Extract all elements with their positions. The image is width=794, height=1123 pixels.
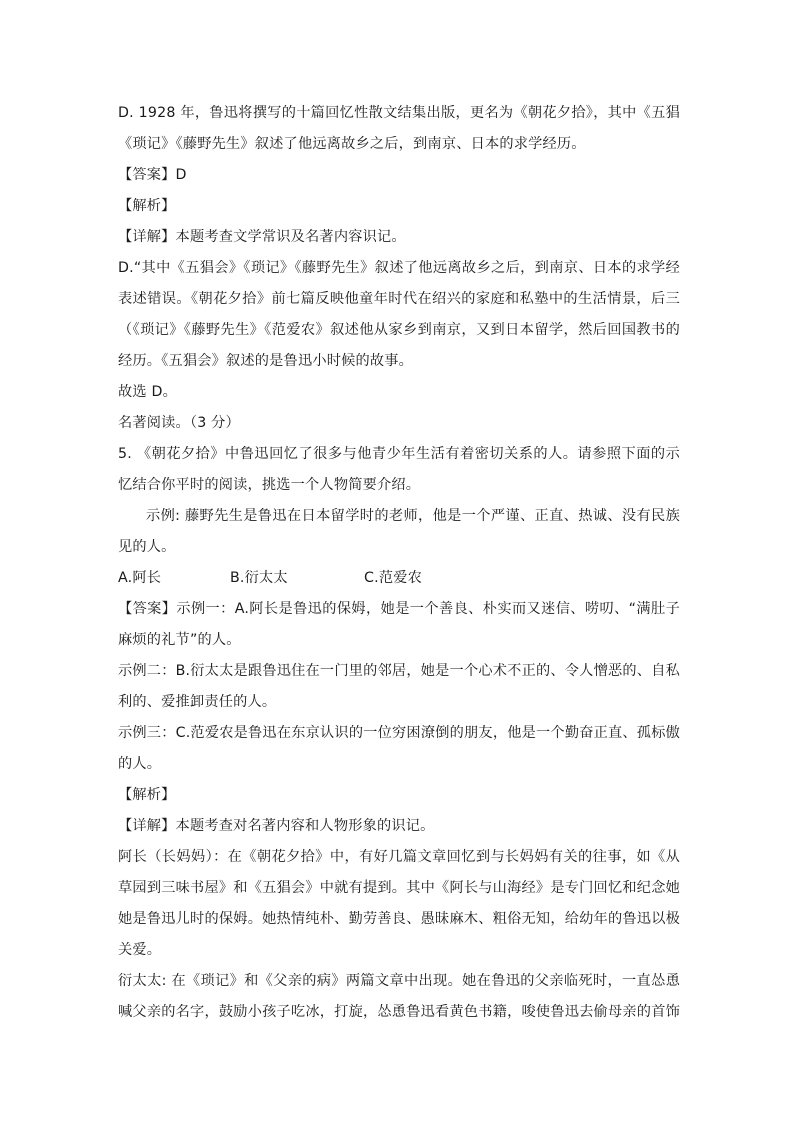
example-line: 示例: 藤野先生是鲁迅在日本留学时的老师，他是一个严谨、正直、热诚、没有民族 <box>146 508 680 524</box>
answer-label: 【答案】D <box>118 167 187 183</box>
document-body <box>118 98 680 1028</box>
text-line: 表述错误。《朝花夕拾》前七篇反映他童年时代在绍兴的家庭和私塾中的生活情景，后三 <box>118 291 680 307</box>
text-line: 【详解】本题考查对名著内容和人物形象的识记。 <box>118 818 435 834</box>
text-line: 阿长（长妈妈）：在《朝花夕拾》中，有好几篇文章回忆到与长妈妈有关的往事，如《从 <box>118 849 680 865</box>
text-line: （《琐记》《藤野先生》《范爱农》叙述他从家乡到南京，又到日本留学，然后回国教书的 <box>118 322 680 338</box>
section-heading: 名著阅读。（3 分） <box>118 415 240 431</box>
answer-line: 【答案】示例一：A.阿长是鲁迅的保姆，她是一个善良、朴实而又迷信、唠叨、“满肚子 <box>118 601 680 617</box>
text-line: D. 1928 年，鲁迅将撰写的十篇回忆性散文结集出版，更名为《朝花夕拾》，其中《五猖 <box>118 105 680 121</box>
options-row <box>118 563 680 594</box>
answer-line: 利的、爱推卸责任的人。 <box>118 694 277 710</box>
text-line: 衍太太: 在《琐记》和《父亲的病》两篇文章中出现。她在鲁迅的父亲临死时，一直怂恿 <box>118 973 680 989</box>
text-line: 经历。《五猖会》叙述的是鲁迅小时候的故事。 <box>118 353 414 369</box>
text-line: 故选 D。 <box>118 384 177 400</box>
question-line: 5. 《朝花夕拾》中鲁迅回忆了很多与他青少年生活有着密切关系的人。请参照下面的示 <box>118 446 680 462</box>
analysis-label: 【解析】 <box>118 198 176 214</box>
text-line: 她是鲁迅儿时的保姆。她热情纯朴、勤劳善良、愚昧麻木、粗俗无知，给幼年的鲁迅以极 <box>118 911 680 927</box>
answer-line: 的人。 <box>118 756 162 772</box>
answer-line: 麻烦的礼节”的人。 <box>118 632 241 648</box>
question-line: 忆结合你平时的阅读，挑选一个人物简要介绍。 <box>118 477 421 493</box>
answer-line: 示例二：B.衍太太是跟鲁迅住在一门里的邻居，她是一个心术不正的、令人憎恶的、自私 <box>118 663 680 679</box>
option-c: C.范爱农 <box>364 570 422 586</box>
option-a: A.阿长 <box>118 570 162 586</box>
answer-line: 示例三：C.范爱农是鲁迅在东京认识的一位穷困潦倒的朋友，他是一个勤奋正直、孤标傲 <box>118 725 680 741</box>
text-line: 《琐记》《藤野先生》叙述了他远离故乡之后，到南京、日本的求学经历。 <box>118 136 586 152</box>
text-line: 草园到三味书屋》和《五猖会》中就有提到。其中《阿长与山海经》是专门回忆和纪念她 <box>118 880 680 896</box>
text-line: 喊父亲的名字，鼓励小孩子吃冰，打旋，怂恿鲁迅看黄色书籍，唆使鲁迅去偷母亲的首饰 <box>118 1004 680 1020</box>
text-line: D.“其中《五猖会》《琐记》《藤野先生》叙述了他远离故乡之后，到南京、日本的求学经 <box>118 260 680 276</box>
example-line: 见的人。 <box>118 539 176 555</box>
option-b: B.衍太太 <box>230 570 288 586</box>
analysis-label: 【解析】 <box>118 787 176 803</box>
text-line: 【详解】本题考查文学常识及名著内容识记。 <box>118 229 406 245</box>
text-line: 关爱。 <box>118 942 162 958</box>
